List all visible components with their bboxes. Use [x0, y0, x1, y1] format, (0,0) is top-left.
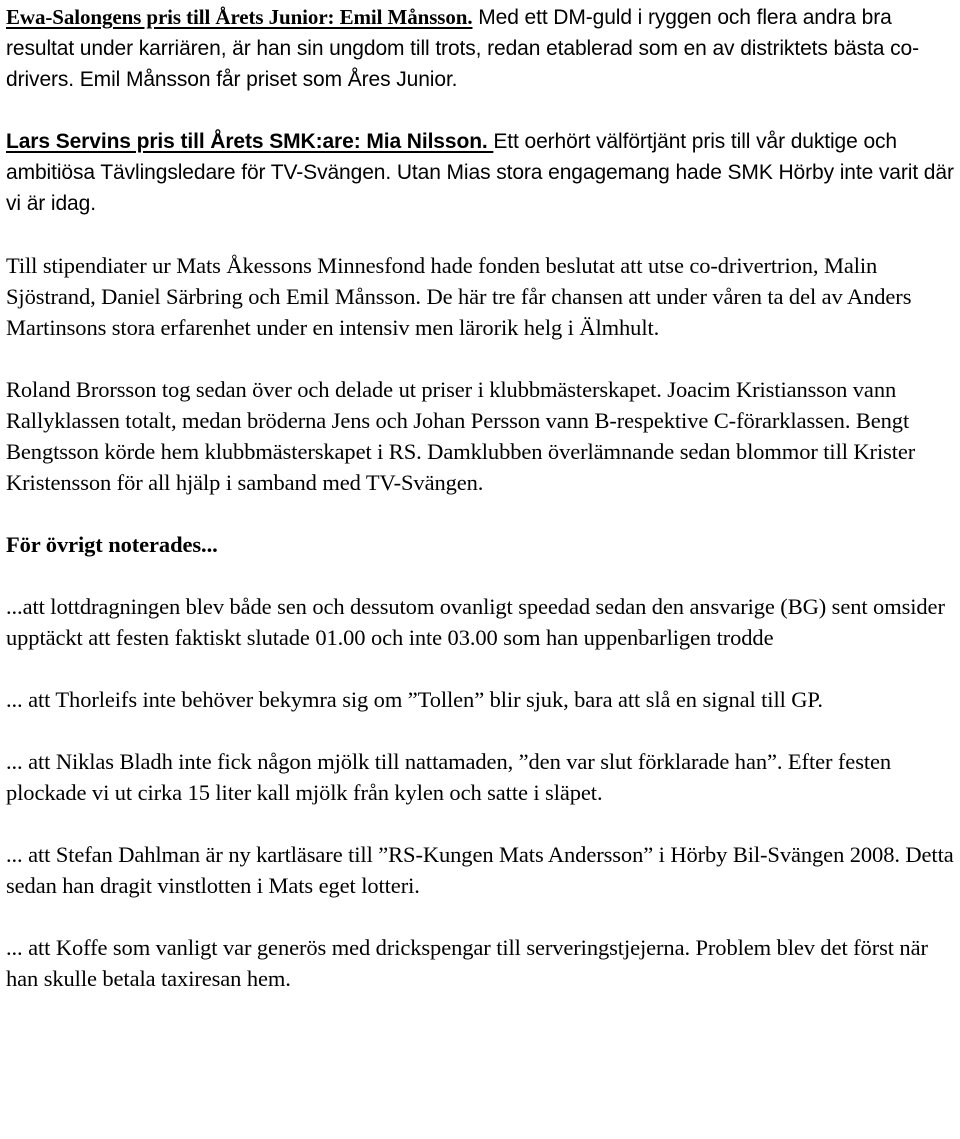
ewa-paragraph	[6, 2, 956, 95]
noted-item-5: ... att Koffe som vanligt var generös med drickspengar till serveringstjejerna. Problem blev det först när han skulle betala taxiresan hem.	[6, 935, 928, 991]
roland-paragraph: Roland Brorsson tog sedan över och delade ut priser i klubbmästerskapet. Joacim Kristiansson vann Rallyklassen totalt, medan bröderna Jens och Johan Persson vann B-respektive C-förarklassen. Bengt Bengtsson körde hem klubbmästerskapet i RS. Damklubben överlämnande sedan blommor till Krister Kristensson för all hjälp i samband med TV-Svängen.	[6, 377, 916, 495]
spacer	[6, 95, 956, 126]
stipend-paragraph: Till stipendiater ur Mats Åkessons Minnesfond hade fonden beslutat att utse co-drivertrion, Malin Sjöstrand, Daniel Särbring och Emil Månsson. De här tre får chansen att under våren ta del av Anders Martinsons stora erfarenhet under en intensiv men lärorik helg i Älmhult.	[6, 253, 912, 340]
ewa-heading: Ewa-Salongens pris till Årets Junior: Emil Månsson.	[6, 5, 473, 29]
spacer	[6, 343, 956, 374]
spacer	[6, 901, 956, 932]
spacer	[6, 653, 956, 684]
noted-item-2: ... att Thorleifs inte behöver bekymra sig om ”Tollen” blir sjuk, bara att slå en signal till GP.	[6, 687, 823, 712]
spacer	[6, 715, 956, 746]
noted-heading: För övrigt noterades...	[6, 532, 218, 557]
noted-item-3: ... att Niklas Bladh inte fick någon mjölk till nattamaden, ”den var slut förklarade han”. Efter festen plockade vi ut cirka 15 liter kall mjölk från kylen och satte i släpet.	[6, 749, 892, 805]
lars-heading: Lars Servins pris till Årets SMK:are: Mia Nilsson.	[6, 130, 494, 153]
ewa-text: Med ett DM-guld i ryggen och flera andra bra resultat under karriären, är han sin ungdom till trots, redan etablerad som en av distriktets bästa co-drivers. Emil Månsson får priset som Åres Junior.	[6, 6, 919, 91]
spacer	[6, 560, 956, 591]
noted-item-4: ... att Stefan Dahlman är ny kartläsare till ”RS-Kungen Mats Andersson” i Hörby Bil-Svängen 2008. Detta sedan han dragit vinstlotten i Mats eget lotteri.	[6, 842, 954, 898]
spacer	[6, 219, 956, 250]
lars-text: Ett oerhört välförtjänt pris till vår duktige och ambitiösa Tävlingsledare för TV-Svängen. Utan Mias stora engagemang hade SMK Hörby inte varit där vi är idag.	[6, 130, 954, 215]
document-page	[6, 2, 956, 994]
noted-item-1: ...att lottdragningen blev både sen och dessutom ovanligt speedad sedan den ansvarige (BG) sent omsider upptäckt att festen faktiskt slutade 01.00 och inte 03.00 som han uppenbarligen trodde	[6, 594, 945, 650]
spacer	[6, 808, 956, 839]
lars-paragraph	[6, 126, 956, 219]
spacer	[6, 498, 956, 529]
